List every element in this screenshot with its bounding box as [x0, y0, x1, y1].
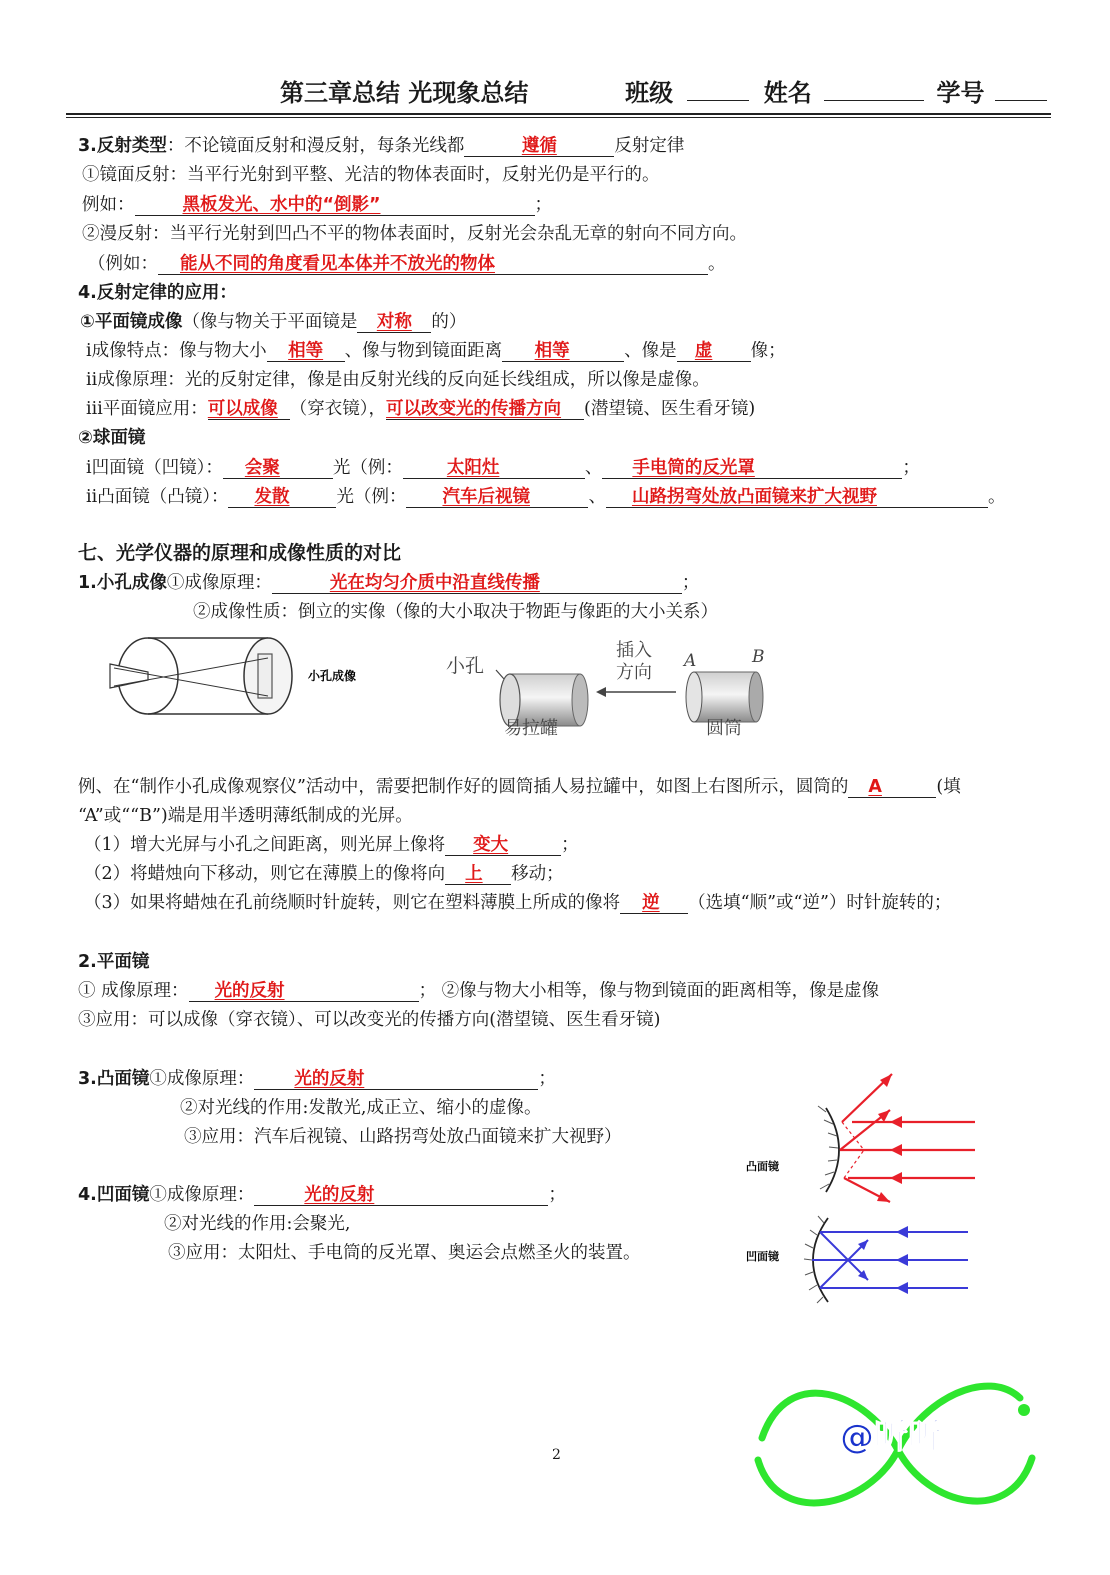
- s7-q3: （3）如果将蜡烛在孔前绕顺时针旋转，则它在塑料薄膜上所成的像将 逆 （选填“顺”或“逆”）时针旋转的；: [84, 893, 952, 913]
- convex-line3: ③应用：汽车后视镜、山路拐弯处放凸面镜来扩大视野）: [184, 1127, 622, 1147]
- convex-title: 3.凸面镜: [78, 1069, 150, 1089]
- plane-line1: ① 成像原理： 光的反射 ； ②像与物大小相等，像与物到镜面的距离相等，像是虚像: [78, 981, 880, 1001]
- s7-q2: （2）将蜡烛向下移动，则它在薄膜上的像将向 上 移动；: [84, 864, 564, 884]
- s4-convex-ex1: 汽车后视镜: [406, 487, 588, 508]
- can-tube-figure: [440, 636, 780, 746]
- s7-pinhole-answer: 光在均匀介质中沿直线传播: [272, 573, 682, 594]
- s4-concave-line: ⅰ凹面镜（凹镜）： 会聚 光（例： 太阳灶 、 手电筒的反光罩 ；: [86, 458, 920, 478]
- name-label: 姓名: [763, 79, 812, 107]
- id-blank[interactable]: [995, 82, 1047, 101]
- s4-convex-ex2: 山路拐弯处放凸面镜来扩大视野: [606, 487, 988, 508]
- id-label: 学号: [936, 79, 985, 107]
- header-rule: [66, 113, 1051, 115]
- s3-line: [78, 134, 684, 158]
- s4-iii-answer1: 可以成像: [208, 399, 290, 420]
- plane-line3: ③应用：可以成像（穿衣镜）、可以改变光的传播方向(潜望镜、医生看牙镜): [78, 1010, 661, 1030]
- pinhole-camera-figure: [108, 632, 378, 722]
- s3-example1: 例如： 黑板发光、水中的“倒影” ；: [82, 195, 552, 215]
- s4-concave-answer: 会聚: [223, 458, 333, 479]
- s4-ii-line: ⅱ成像原理：光的反射定律，像是由反射光线的反向延长线组成，所以像是虚像。: [86, 370, 710, 390]
- hole-label: 小孔: [446, 655, 485, 677]
- concave-line2: ②对光线的作用:会聚光,: [164, 1214, 351, 1234]
- s4-iii-answer2: 可以改变光的传播方向: [386, 399, 584, 420]
- s4-iii-line: ⅲ平面镜应用：可以成像 （穿衣镜），可以改变光的传播方向 (潜望镜、医生看牙镜): [86, 399, 756, 419]
- convex-line1: 3.凸面镜①成像原理： 光的反射 ；: [78, 1069, 556, 1089]
- watermark-logo: [748, 1368, 1048, 1528]
- concave-line3: ③应用：太阳灶、手电筒的反光罩、奥运会点燃圣火的装置。: [168, 1243, 641, 1263]
- name-blank[interactable]: [824, 82, 924, 101]
- s4-i-answer2: 相等: [502, 341, 624, 362]
- s4-concave-ex1: 太阳灶: [403, 458, 585, 479]
- s4-sphere-title: ②球面镜: [78, 428, 146, 448]
- s4-plane-title: ①平面镜成像: [80, 312, 183, 332]
- plane-title: 2.平面镜: [78, 952, 150, 972]
- s3-answer: 遵循: [464, 136, 614, 157]
- s3-diffuse: ②漫反射：当平行光射到凹凸不平的物体表面时，反射光会杂乱无章的射向不同方向。: [82, 224, 747, 244]
- class-label: 班级: [625, 79, 674, 107]
- s4-i-line: ⅰ成像特点：像与物大小 相等 、像与物到镜面距离 相等 、像是 虚 像；: [86, 341, 786, 361]
- direction-label: 方向: [616, 662, 652, 683]
- s7-example-answer: A: [848, 777, 936, 798]
- page-number: 2: [552, 1447, 561, 1463]
- s7-q3-answer: 逆: [620, 893, 688, 914]
- s3-mirror: ①镜面反射：当平行光射到平整、光洁的物体表面时，反射光仍是平行的。: [82, 165, 660, 185]
- s3-text: ：不论镜面反射和漫反射，每条光线都: [166, 136, 465, 156]
- s3-title: 3.反射类型: [78, 136, 167, 156]
- s4-convex-answer: 发散: [228, 487, 336, 508]
- concave-answer: 光的反射: [254, 1185, 548, 1206]
- s4-plane: ①平面镜成像（像与物关于平面镜是 对称 的）: [80, 312, 467, 332]
- s7-pinhole-line: 1.小孔成像①成像原理： 光在均匀介质中沿直线传播 ；: [78, 573, 700, 593]
- s7-title: 七、光学仪器的原理和成像性质的对比: [78, 542, 402, 564]
- s4-title: 4.反射定律的应用：: [78, 283, 237, 303]
- s3-ex2-answer: 能从不同的角度看见本体并不放光的物体: [158, 254, 708, 275]
- end-a-label: A: [684, 651, 697, 671]
- page-header: [280, 76, 1047, 110]
- s7-example-line1: 例、在“制作小孔成像观察仪”活动中，需要把制作好的圆筒插人易拉罐中，如图上右图所示，圆筒的 A (填: [78, 777, 961, 797]
- pinhole-figure-label: 小孔成像: [308, 669, 357, 683]
- convex-answer: 光的反射: [254, 1069, 538, 1090]
- header-rule-thin: [66, 117, 1051, 118]
- can-label: 易拉罐: [504, 718, 558, 739]
- class-blank[interactable]: [687, 82, 749, 101]
- s4-concave-ex2: 手电筒的反光罩: [602, 458, 902, 479]
- plane-answer: 光的反射: [189, 981, 419, 1002]
- s4-plane-answer: 对称: [357, 312, 431, 333]
- s7-q1: （1）增大光屏与小孔之间距离，则光屏上像将 变大 ；: [84, 835, 579, 855]
- mirror-ray-diagram: [740, 1070, 990, 1315]
- s4-i-answer1: 相等: [267, 341, 345, 362]
- s3-ex1-answer: 黑板发光、水中的“倒影”: [135, 195, 535, 216]
- s4-convex-line: ⅱ凸面镜（凸镜）： 发散 光（例： 汽车后视镜 、 山路拐弯处放凸面镜来扩大视野 。: [86, 487, 1006, 507]
- s3-example2: （例如： 能从不同的角度看见本体并不放光的物体 。: [88, 254, 726, 274]
- s3-tail: 反射定律: [614, 136, 685, 156]
- convex-line2: ②对光线的作用:发散光,成正立、缩小的虚像。: [180, 1098, 542, 1118]
- insert-label: 插入: [616, 640, 652, 661]
- s7-q1-answer: 变大: [445, 835, 561, 856]
- concave-title: 4.凹面镜: [78, 1185, 150, 1205]
- s7-pinhole-property: ②成像性质：倒立的实像（像的大小取决于物距与像距的大小关系）: [193, 602, 718, 622]
- s4-i-answer3: 虚: [677, 341, 751, 362]
- concave-figure-label: 凹面镜: [746, 1250, 779, 1263]
- convex-figure-label: 凸面镜: [746, 1160, 779, 1173]
- tube-label: 圆筒: [706, 718, 742, 739]
- watermark-text: @昕昕: [840, 1417, 942, 1457]
- s7-pinhole-title: 1.小孔成像: [78, 573, 167, 593]
- s7-q2-answer: 上: [445, 864, 511, 885]
- doc-title: 第三章总结 光现象总结: [280, 79, 529, 107]
- s7-example-line2: “A”或““B”)端是用半透明薄纸制成的光屏。: [78, 806, 413, 826]
- concave-line1: 4.凹面镜①成像原理： 光的反射 ；: [78, 1185, 566, 1205]
- end-b-label: B: [752, 647, 765, 667]
